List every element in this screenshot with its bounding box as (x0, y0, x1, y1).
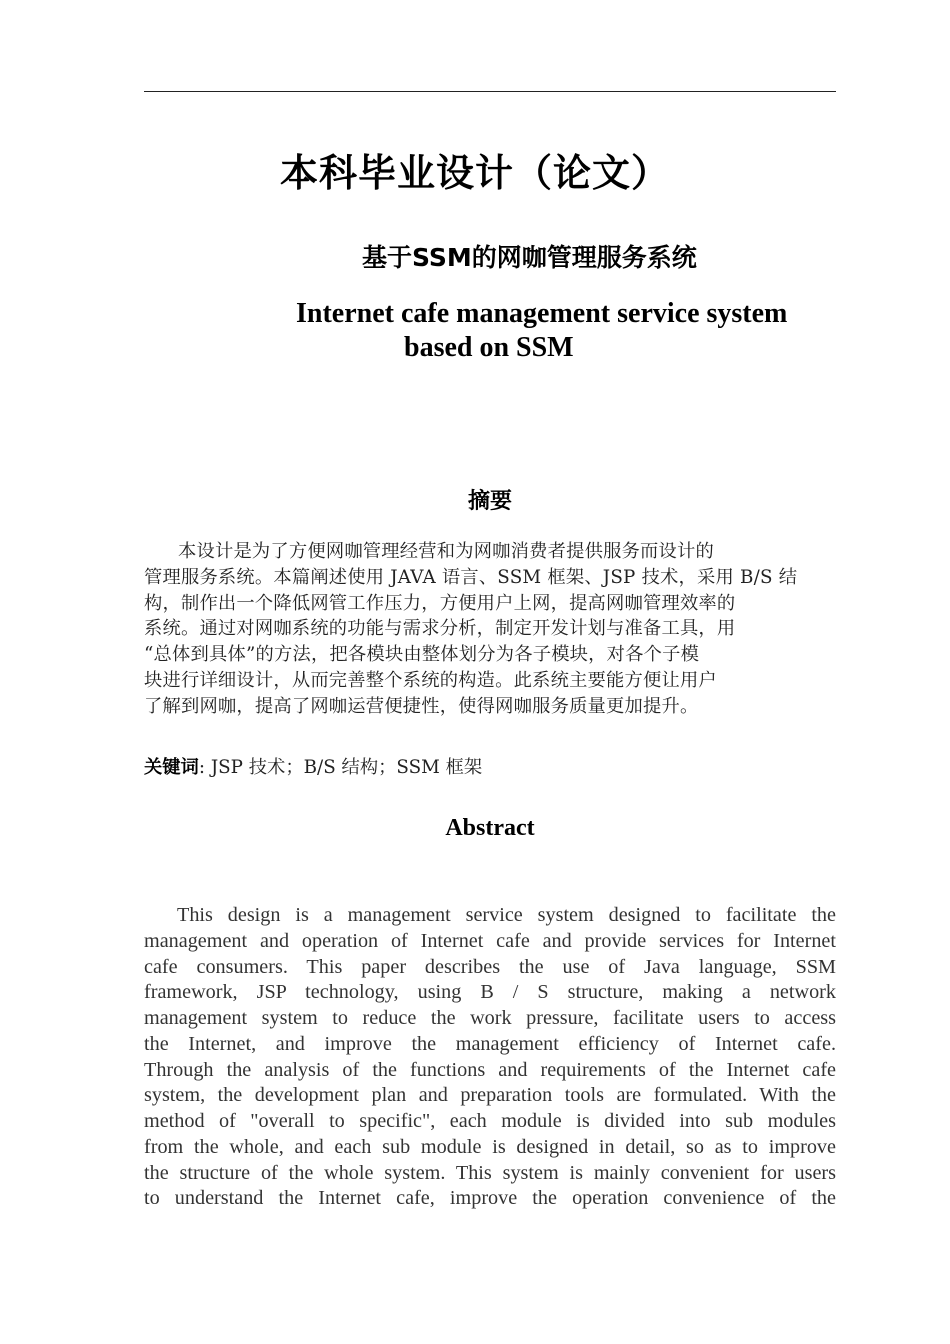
abstract-cn-line: 了解到网咖，提高了网咖运营便捷性，使得网咖服务质量更加提升。 (144, 695, 699, 717)
abstract-en-line: management system to reduce the work pressure, facilitate users to access (144, 1007, 836, 1029)
abstract-en-line: system, the development plan and preparation tools are formulated. With the (144, 1084, 836, 1107)
abstract-en-line: method of "overall to specific", each module is divided into sub modules (144, 1110, 836, 1132)
abstract-en-line: the structure of the whole system. This system is mainly convenient for users (144, 1161, 836, 1184)
keywords-line (144, 753, 482, 779)
thesis-title-english-line1: Internet cafe management service system (296, 298, 788, 329)
abstract-en-line: cafe consumers. This paper describes the use of Java language, SSM (144, 955, 836, 978)
abstract-heading-chinese: 摘要 (467, 489, 512, 514)
abstract-heading-english: Abstract (445, 815, 535, 841)
abstract-en-line: to understand the Internet cafe, improve the operation convenience of the (144, 1187, 836, 1210)
keywords-value: : JSP 技术；B/S 结构；SSM 框架 (198, 757, 483, 778)
abstract-en-line: the Internet, and improve the management efficiency of Internet cafe. (144, 1032, 836, 1055)
abstract-en-line: management and operation of Internet cafe and provide services for Internet (144, 929, 836, 952)
abstract-cn-line: “总体到具体”的方法，把各模块由整体划分为各子模块，对各个子模 (144, 644, 700, 666)
abstract-cn-line: 系统。通过对网咖系统的功能与需求分析，制定开发计划与准备工具，用 (144, 618, 736, 640)
abstract-cn-line: 构，制作出一个降低网管工作压力，方便用户上网，提高网咖管理效率的 (144, 592, 736, 614)
abstract-body-chinese (144, 539, 836, 720)
abstract-en-line: Through the analysis of the functions and requirements of the Internet cafe (144, 1058, 836, 1081)
abstract-cn-line: 块进行详细设计，从而完善整个系统的构造。此系统主要能方便让用户 (144, 669, 717, 691)
thesis-title-english-line2: based on SSM (404, 332, 574, 363)
document-title: 本科毕业设计（论文） (279, 151, 670, 195)
abstract-en-line: from the whole, and each sub module is designed in detail, so as to improve (144, 1135, 836, 1158)
thesis-title-chinese: 基于SSM的网咖管理服务系统 (362, 243, 697, 272)
abstract-en-line: This design is a management service system designed to facilitate the (177, 904, 836, 926)
abstract-cn-line: 本设计是为了方便网咖管理经营和为网咖消费者提供服务而设计的 (178, 541, 714, 562)
header-rule (144, 91, 836, 92)
abstract-en-line: framework, JSP technology, using B / S structure, making a network (144, 981, 836, 1004)
abstract-body-english (144, 903, 836, 1212)
abstract-cn-line: 管理服务系统。本篇阐述使用 JAVA 语言、SSM 框架、JSP 技术，采用 B/S 结 (144, 566, 798, 588)
keywords-label: 关键词 (144, 757, 199, 778)
